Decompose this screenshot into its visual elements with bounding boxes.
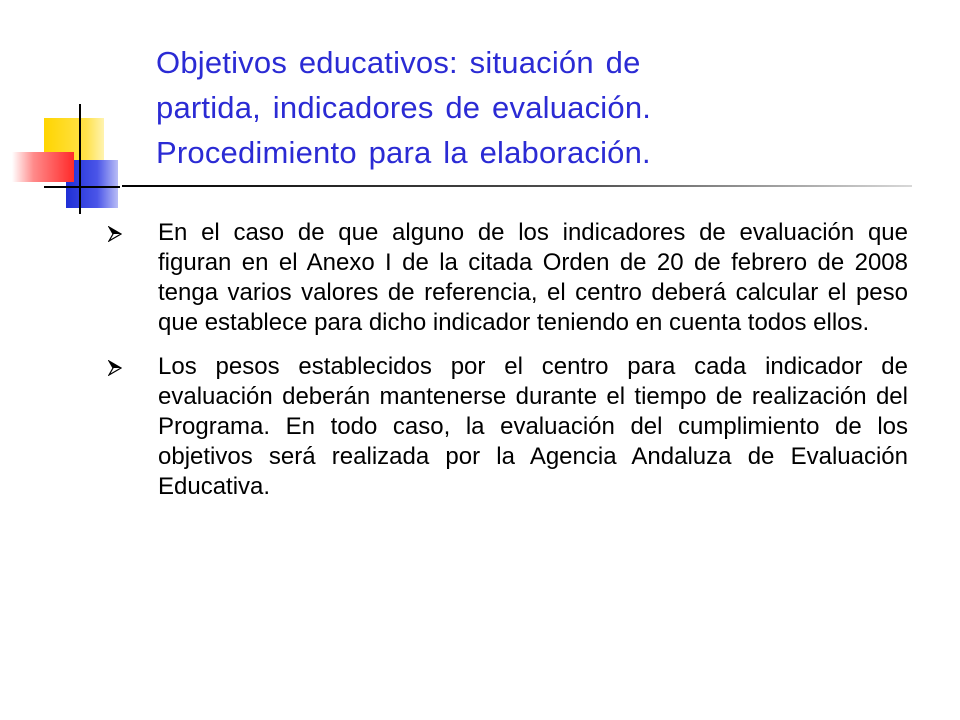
bullet-list bbox=[108, 218, 908, 516]
bullet-item-2 bbox=[108, 352, 908, 502]
arrow-bullet-icon bbox=[108, 360, 122, 376]
horizontal-line-decoration bbox=[44, 186, 120, 188]
red-bar-decoration bbox=[12, 152, 74, 182]
vertical-line-decoration bbox=[79, 104, 81, 214]
title-line-2: partida, indicadores de evaluación. bbox=[156, 90, 652, 125]
bullet-text-1: En el caso de que alguno de los indicadores de evaluación que figuran en el Anexo I de la citada Orden de 20 de febrero de 2008 tenga varios valores de referencia, el centro deberá calcular el peso que establece para dicho indicador teniendo en cuenta todos ellos. bbox=[158, 219, 908, 336]
title-underline bbox=[122, 185, 912, 187]
title-line-3: Procedimiento para la elaboración. bbox=[156, 135, 651, 170]
slide-title bbox=[156, 40, 876, 175]
bullet-text-2: Los pesos establecidos por el centro para cada indicador de evaluación deberán mantenerse durante el tiempo de realización del Programa. En todo caso, la evaluación del cumplimiento de los objetivos será realizada por la Agencia Andaluza de Evaluación Educativa. bbox=[158, 353, 908, 500]
bullet-item-1 bbox=[108, 218, 908, 338]
title-line-1: Objetivos educativos: situación de bbox=[156, 45, 641, 80]
arrow-bullet-icon bbox=[108, 226, 122, 242]
